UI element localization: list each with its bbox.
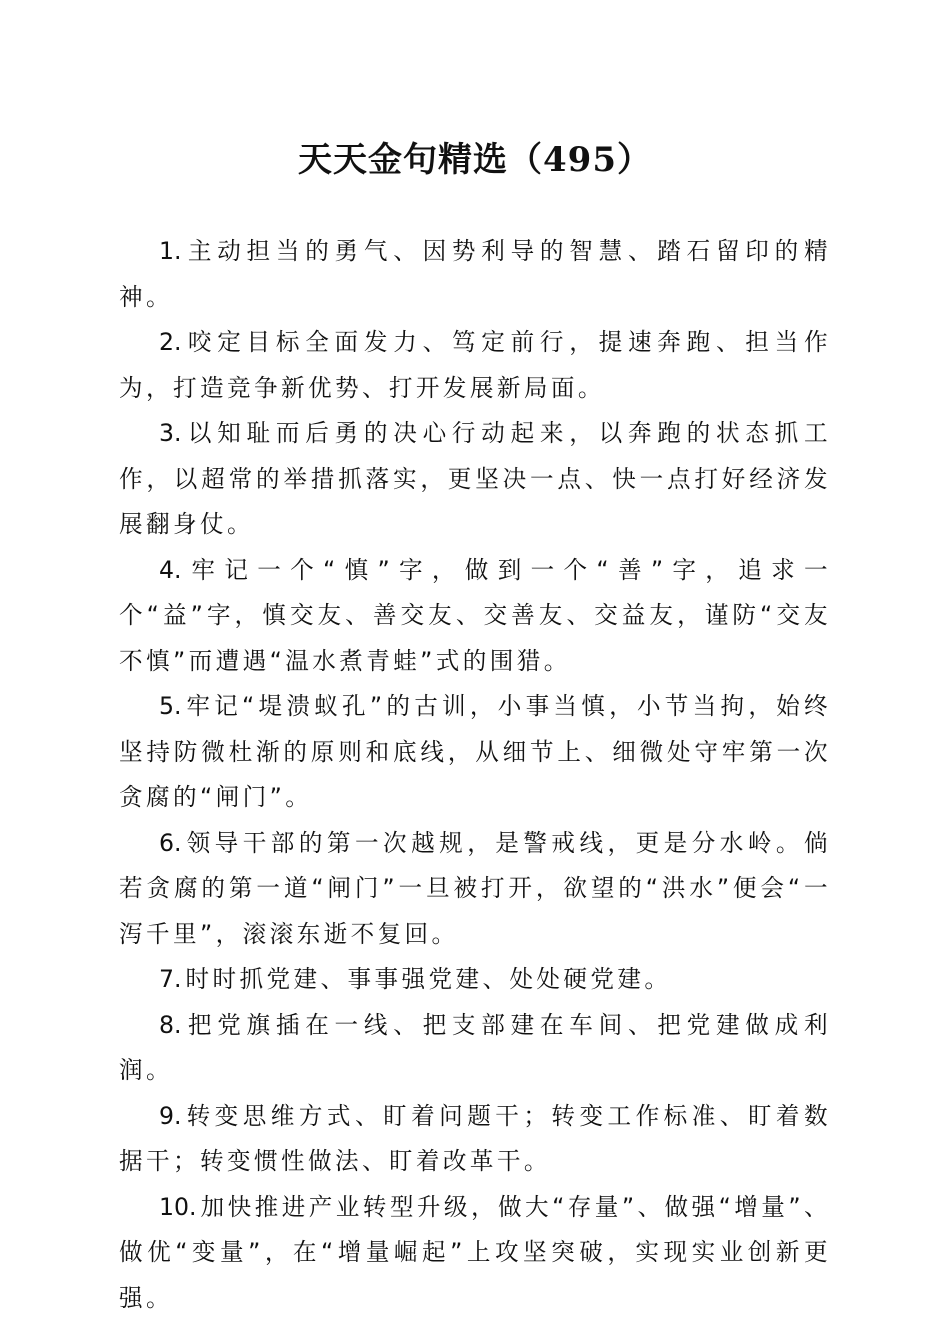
quote-item-5 [119, 684, 831, 821]
quote-item-10 [119, 1185, 831, 1322]
quote-text: 领导干部的第一次越规，是警戒线，更是分水岭。倘若贪腐的第一道“闸门”一旦被打开，欲望的“洪水”便会“一泻千里”，滚滚东逝不复回。 [119, 828, 831, 948]
quote-item-3 [119, 411, 831, 548]
quote-item-9 [119, 1094, 831, 1185]
quote-text: 牢记一个“慎”字，做到一个“善”字，追求一个“益”字，慎交友、善交友、交善友、交益友，谨防“交友不慎”而遭遇“温水煮青蛙”式的围猎。 [119, 555, 831, 675]
quote-item-6 [119, 821, 831, 958]
quote-number: 7. [159, 965, 182, 993]
quote-text: 把党旗插在一线、把支部建在车间、把党建做成利润。 [119, 1010, 831, 1084]
quote-item-8 [119, 1003, 831, 1094]
quote-item-7 [119, 957, 831, 1003]
quote-text: 加快推进产业转型升级，做大“存量”、做强“增量”、做优“变量”，在“增量崛起”上攻坚突破，实现实业创新更强。 [119, 1192, 831, 1312]
quote-number: 2. [159, 328, 182, 356]
quote-item-2 [119, 320, 831, 411]
quote-text: 时时抓党建、事事强党建、处处硬党建。 [185, 965, 672, 993]
quote-number: 3. [159, 419, 182, 447]
quote-text: 转变思维方式、盯着问题干；转变工作标准、盯着数据干；转变惯性做法、盯着改革干。 [119, 1101, 831, 1175]
quote-number: 9. [159, 1101, 182, 1130]
quote-text: 咬定目标全面发力、笃定前行，提速奔跑、担当作为，打造竞争新优势、打开发展新局面。 [119, 328, 831, 402]
quote-text: 以知耻而后勇的决心行动起来，以奔跑的状态抓工作，以超常的举措抓落实，更坚决一点、快一点打好经济发展翻身仗。 [119, 419, 831, 538]
quote-item-1 [119, 229, 831, 320]
quote-number: 5. [159, 692, 182, 720]
quote-number: 6. [159, 828, 182, 857]
quote-text: 牢记“堤溃蚁孔”的古训，小事当慎，小节当拘，始终坚持防微杜渐的原则和底线，从细节上、细微处守牢第一次贪腐的“闸门”。 [119, 692, 831, 811]
quote-item-4 [119, 548, 831, 685]
quote-text: 主动担当的勇气、因势利导的智慧、踏石留印的精神。 [119, 237, 831, 311]
quote-number: 4. [159, 555, 182, 584]
quote-number: 10. [159, 1192, 197, 1221]
quote-list [119, 229, 831, 1321]
quote-number: 1. [159, 237, 182, 265]
document-title: 天天金句精选（495） [298, 140, 652, 180]
quote-number: 8. [159, 1010, 182, 1039]
